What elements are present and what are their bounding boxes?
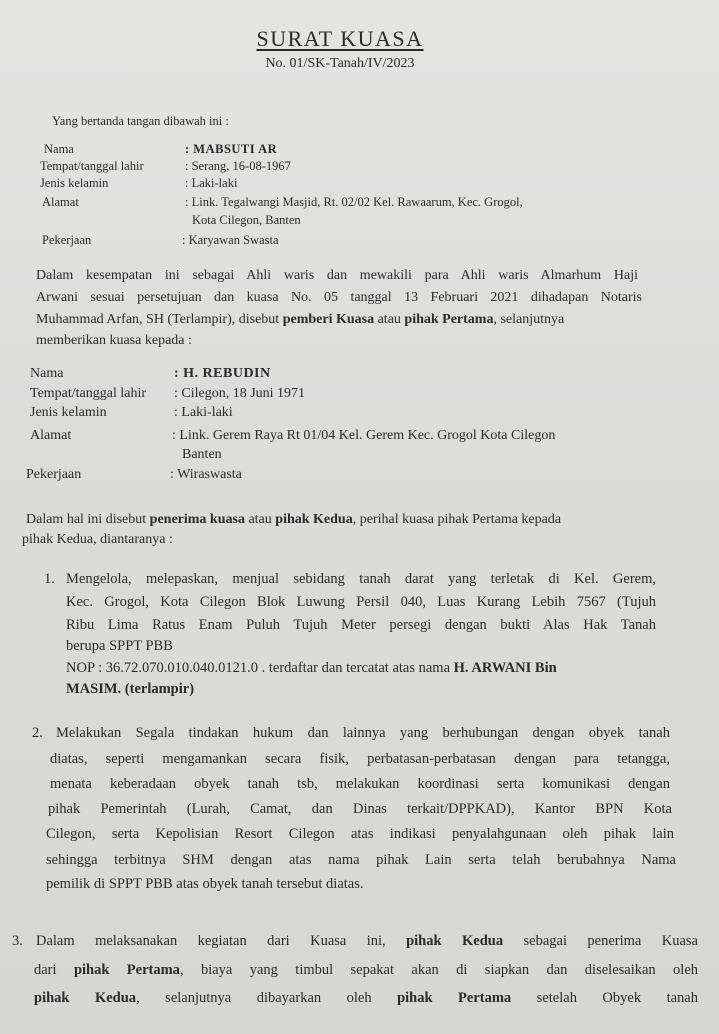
field-value: : MABSUTI AR <box>185 142 278 156</box>
paragraph-line: pihak Kedua, diantaranya : <box>22 532 173 547</box>
field-value: : Wiraswasta <box>170 467 242 482</box>
field-value-continued: Banten <box>182 447 222 462</box>
list-number: 3. <box>12 933 23 949</box>
list-line: pemilik di SPPT PBB atas obyek tanah tersebut diatas. <box>46 876 364 892</box>
list-line: pihak Kedua, selanjutnya dibayarkan oleh pihak Pertama setelah Obyek tanah <box>34 990 698 1006</box>
list-line: MASIM. (terlampir) <box>66 681 195 697</box>
field-value: : Link. Gerem Raya Rt 01/04 Kel. Gerem Kec. Grogol Kota Cilegon <box>172 428 556 443</box>
list-line: Melakukan Segala tindakan hukum dan lainnya yang berhubungan dengan obyek tanah <box>56 725 670 741</box>
field-label: Alamat <box>42 195 79 209</box>
paragraph-line: Arwani sesuai persetujuan dan kuasa No. 05 tanggal 13 Februari 2021 dihadapan Notaris <box>36 290 642 305</box>
list-number: 1. <box>44 571 55 587</box>
field-value: : Laki-laki <box>174 405 233 420</box>
list-line: Cilegon, serta Kepolisian Resort Cilegon atas indikasi penyalahgunaan oleh pihak lain <box>46 826 674 842</box>
field-value-continued: Kota Cilegon, Banten <box>192 213 301 227</box>
field-label: Tempat/tanggal lahir <box>30 386 147 401</box>
field-label: Jenis kelamin <box>40 176 109 190</box>
field-label: Pekerjaan <box>42 233 92 247</box>
list-line: Dalam melaksanakan kegiatan dari Kuasa ini, pihak Kedua sebagai penerima Kuasa <box>36 933 698 949</box>
field-value: : Serang, 16-08-1967 <box>185 159 291 173</box>
list-line: Mengelola, melepaskan, menjual sebidang tanah darat yang terletak di Kel. Gerem, <box>66 571 656 587</box>
field-value: : Link. Tegalwangi Masjid, Rt. 02/02 Kel. Rawaarum, Kec. Grogol, <box>185 195 523 209</box>
list-line: menata keberadaan obyek tanah tsb, melakukan koordinasi serta komunikasi dengan <box>50 776 670 792</box>
field-value: : Karyawan Swasta <box>182 233 279 247</box>
paragraph-line: Muhammad Arfan, SH (Terlampir), disebut pemberi Kuasa atau pihak Pertama, selanjutnya <box>36 312 565 327</box>
field-label: Nama <box>44 142 74 156</box>
list-line: pihak Pemerintah (Lurah, Camat, dan Dinas terkait/DPPKAD), Kantor BPN Kota <box>48 801 672 817</box>
list-line: NOP : 36.72.070.010.040.0121.0 . terdaftar dan tercatat atas nama H. ARWANI Bin <box>66 660 557 676</box>
field-label: Alamat <box>30 428 72 443</box>
field-label: Nama <box>30 366 64 381</box>
list-line: dari pihak Pertama, biaya yang timbul sepakat akan di siapkan dan diselesaikan oleh <box>34 962 699 978</box>
paragraph-line: Dalam kesempatan ini sebagai Ahli waris dan mewakili para Ahli waris Almarhum Haji <box>36 268 638 283</box>
field-label: Jenis kelamin <box>30 405 107 420</box>
field-value: : Cilegon, 18 Juni 1971 <box>174 386 306 401</box>
paragraph-line: memberikan kuasa kepada : <box>36 333 192 348</box>
paragraph-line: Dalam hal ini disebut penerima kuasa atau pihak Kedua, perihal kuasa pihak Pertama kepada <box>26 512 562 527</box>
field-value: : Laki-laki <box>185 176 238 190</box>
field-label: Pekerjaan <box>26 467 82 482</box>
list-line: Ribu Lima Ratus Enam Puluh Tujuh Meter persegi dengan bukti Alas Hak Tanah <box>66 617 656 633</box>
list-line: sehingga terbitnya SHM dengan atas nama pihak Lain serta telah berubahnya Nama <box>46 852 676 868</box>
list-number: 2. <box>32 725 43 741</box>
list-line: Kec. Grogol, Kota Cilegon Blok Luwung Persil 040, Luas Kurang Lebih 7567 (Tujuh <box>66 594 656 610</box>
document-number: No. 01/SK-Tanah/IV/2023 <box>265 56 415 71</box>
list-line: berupa SPPT PBB <box>66 638 173 654</box>
intro-text: Yang bertanda tangan dibawah ini : <box>52 114 229 128</box>
field-label: Tempat/tanggal lahir <box>40 159 144 173</box>
list-line: diatas, seperti mengamankan secara fisik, perbatasan-perbatasan dengan para tetangga, <box>50 751 670 767</box>
field-value: : H. REBUDIN <box>174 366 271 381</box>
document-title: SURAT KUASA <box>256 26 424 51</box>
